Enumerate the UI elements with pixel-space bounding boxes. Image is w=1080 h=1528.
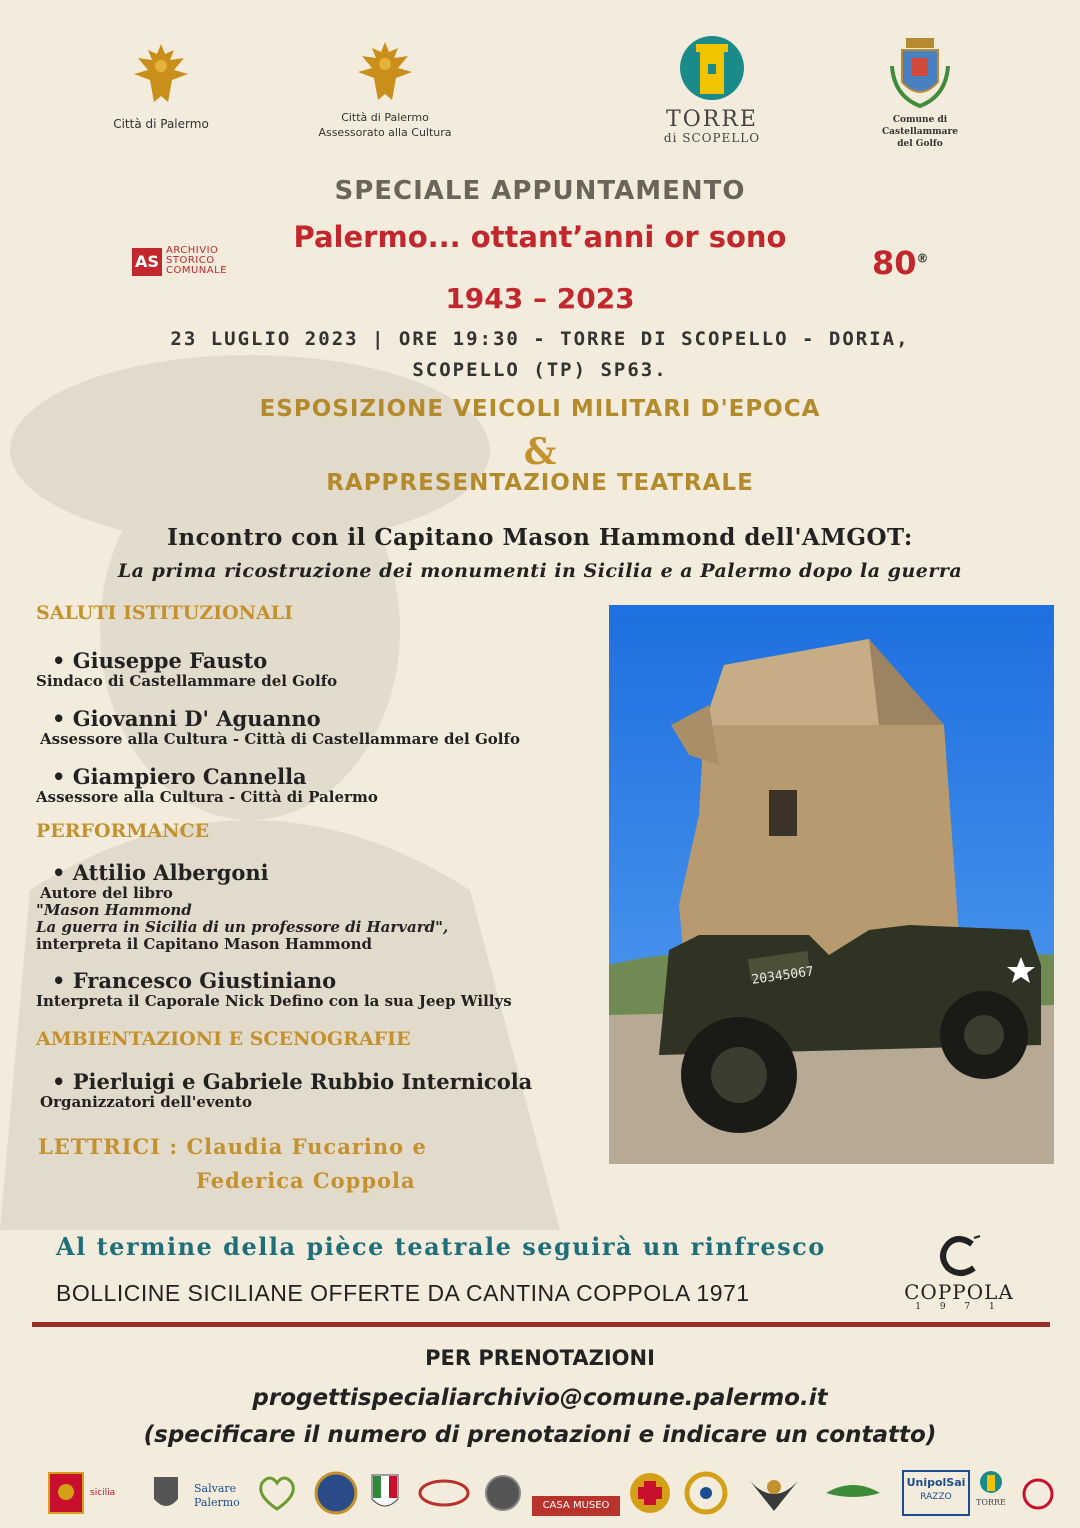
torre-logo-title: TORRE <box>666 107 758 132</box>
speciale-heading: SPECIALE APPUNTAMENTO <box>334 176 746 206</box>
coppola-name: COPPOLA <box>904 1280 1014 1304</box>
rotary-wheel-icon <box>682 1470 730 1516</box>
palermo-title: Palermo... ottant’anni or sono <box>293 220 787 254</box>
prenotazioni-heading: PER PRENOTAZIONI <box>425 1346 655 1370</box>
rinfresco-note: Al termine della pièce teatrale seguirà un rinfresco <box>56 1232 826 1261</box>
torre-logo-subtitle: di SCOPELLO <box>663 131 761 145</box>
lettrici-line-2: Federica Coppola <box>196 1168 416 1193</box>
speaker-name-text: Giovanni D' Aguanno <box>72 706 321 731</box>
castellammare-line-2: del Golfo <box>897 139 943 149</box>
coppola-year: 1 9 7 1 <box>915 1302 1003 1312</box>
speaker-role: Assessore alla Cultura - Città di Palermo <box>36 788 378 806</box>
tower-jeep-photo <box>609 605 1054 1164</box>
unipol-line-2: RAZZO <box>920 1492 952 1502</box>
speaker-item <box>36 648 337 690</box>
book-title-line-2: La guerra in Sicilia di un professore di Harvard", <box>36 918 449 936</box>
speaker-name-text: Francesco Giustiniano <box>72 968 337 993</box>
archivio-line-3: COMUNALE <box>166 265 228 276</box>
torre-scopello-logo <box>660 34 764 145</box>
speaker-role: Assessore alla Cultura - Città di Castellammare del Golfo <box>40 730 520 748</box>
torre-small-logo <box>976 1470 1006 1516</box>
divider-rule <box>32 1322 1050 1327</box>
speaker-item <box>36 968 512 1010</box>
speaker-name-text: Giuseppe Fausto <box>72 648 268 673</box>
torre-small-label: TORRE <box>976 1498 1006 1507</box>
castellammare-logo <box>858 36 982 150</box>
vehicle-plate: 20345067 <box>750 964 815 988</box>
round-seal-icon <box>314 1470 358 1516</box>
speaker-role-detail: interpreta il Capitano Mason Hammond <box>36 935 372 953</box>
speaker-name: • Giuseppe Fausto <box>52 648 268 673</box>
salvare-palermo-logo <box>194 1470 242 1528</box>
speaker-name: • Francesco Giustiniano <box>52 968 337 993</box>
book-title-line-1: "Mason Hammond <box>36 901 192 919</box>
date-line-1: 23 LUGLIO 2023 | ORE 19:30 - TORRE DI SCOPELLO - DORIA, <box>170 328 910 350</box>
heart-leaf-icon <box>254 1470 300 1516</box>
ambientazioni-section-title: AMBIENTAZIONI E SCENOGRAFIE <box>36 1028 411 1050</box>
coppola-logo <box>898 1234 1020 1312</box>
event-date-location <box>60 324 1020 386</box>
citta-palermo-logo <box>108 40 214 132</box>
registered-mark: ® <box>916 251 929 266</box>
eighty-badge <box>872 244 929 282</box>
esposizione-heading: ESPOSIZIONE VEICOLI MILITARI D'EPOCA <box>259 396 821 422</box>
speaker-item <box>36 706 520 748</box>
years-title: 1943 – 2023 <box>445 282 635 315</box>
archivio-mark-icon: AS <box>132 248 162 276</box>
casa-museo-logo: CASA MUSEO <box>532 1496 620 1516</box>
speaker-item <box>36 1069 532 1111</box>
bersaglieri-icon <box>746 1470 802 1516</box>
book-subtitle <box>36 919 448 936</box>
speaker-role: Organizzatori dell'evento <box>40 1093 252 1111</box>
unipol-line-1: UnipolSai <box>906 1476 966 1489</box>
eighty-number: 80 <box>872 244 917 282</box>
medallion-icon <box>484 1470 522 1516</box>
speaker-name-text: Pierluigi e Gabriele Rubbio Internicola <box>72 1069 533 1094</box>
rappresentazione-heading: RAPPRESENTAZIONE TEATRALE <box>326 470 754 496</box>
date-line-2: SCOPELLO (TP) SP63. <box>412 359 668 381</box>
eagle-crest-icon <box>318 40 452 106</box>
citta-palermo-caption: Città di Palermo <box>113 117 209 131</box>
unipolsai-logo <box>902 1470 970 1516</box>
association-emblem-icon <box>1018 1470 1058 1516</box>
eagle-crest-icon <box>108 40 214 112</box>
speaker-name-text: Giampiero Cannella <box>72 764 307 789</box>
assessorato-line-1: Città di Palermo <box>341 111 429 124</box>
salvare-line-1: Salvare <box>194 1482 237 1495</box>
speaker-item <box>36 860 448 953</box>
nature-reserve-icon <box>822 1470 884 1516</box>
bollicine-note: BOLLICINE SICILIANE OFFERTE DA CANTINA COPPOLA 1971 <box>56 1280 750 1306</box>
assessorato-line-2: Assessorato alla Cultura <box>318 126 452 139</box>
speaker-name: • Giampiero Cannella <box>52 764 307 789</box>
speaker-role: Sindaco di Castellammare del Golfo <box>36 672 338 690</box>
archivio-line-2: STORICO <box>166 255 215 266</box>
regione-sicilia-label: sicilia <box>90 1488 116 1498</box>
ampersand: & <box>523 431 557 473</box>
coat-of-arms-icon <box>858 36 982 110</box>
performance-section-title: PERFORMANCE <box>36 820 210 842</box>
tower-icon <box>979 1470 1003 1496</box>
speaker-name: • Attilio Albergoni <box>52 860 269 885</box>
assessorato-cultura-logo <box>318 40 452 140</box>
incontro-heading: Incontro con il Capitano Mason Hammond dell'AMGOT: <box>167 524 913 551</box>
book-title <box>36 902 448 919</box>
tower-icon <box>660 34 764 104</box>
prima-subheading: La prima ricostruzione dei monumenti in Sicilia e a Palermo dopo la guerra <box>117 560 963 582</box>
speaker-name: • Giovanni D' Aguanno <box>52 706 321 731</box>
speaker-role: Interpreta il Caporale Nick Defino con la sua Jeep Willys <box>36 992 512 1010</box>
speaker-role: Autore del libro <box>40 884 173 902</box>
tricolor-shield-icon <box>370 1470 400 1516</box>
saluti-section-title: SALUTI ISTITUZIONALI <box>36 602 294 624</box>
speaker-name-text: Attilio Albergoni <box>72 860 269 885</box>
booking-email[interactable]: progettispecialiarchivio@comune.palermo.it <box>252 1385 828 1411</box>
salvare-line-2: Palermo <box>194 1496 240 1509</box>
lettrici-line-1: LETTRICI : Claudia Fucarino e <box>38 1134 427 1159</box>
speaker-item <box>36 764 378 806</box>
crest-icon <box>150 1470 182 1516</box>
archivio-line-1: ARCHIVIO <box>166 245 219 256</box>
castellammare-line-1: Comune di Castellammare <box>882 115 958 137</box>
speaker-name: • Pierluigi e Gabriele Rubbio Internicola <box>52 1069 533 1094</box>
red-cross-badge-icon <box>628 1470 672 1516</box>
booking-instructions: (specificare il numero di prenotazioni e indicare un contatto) <box>143 1422 937 1448</box>
coppola-c-icon <box>936 1234 982 1278</box>
red-emblem-icon <box>418 1470 470 1516</box>
sicily-region-icon <box>48 1470 84 1516</box>
